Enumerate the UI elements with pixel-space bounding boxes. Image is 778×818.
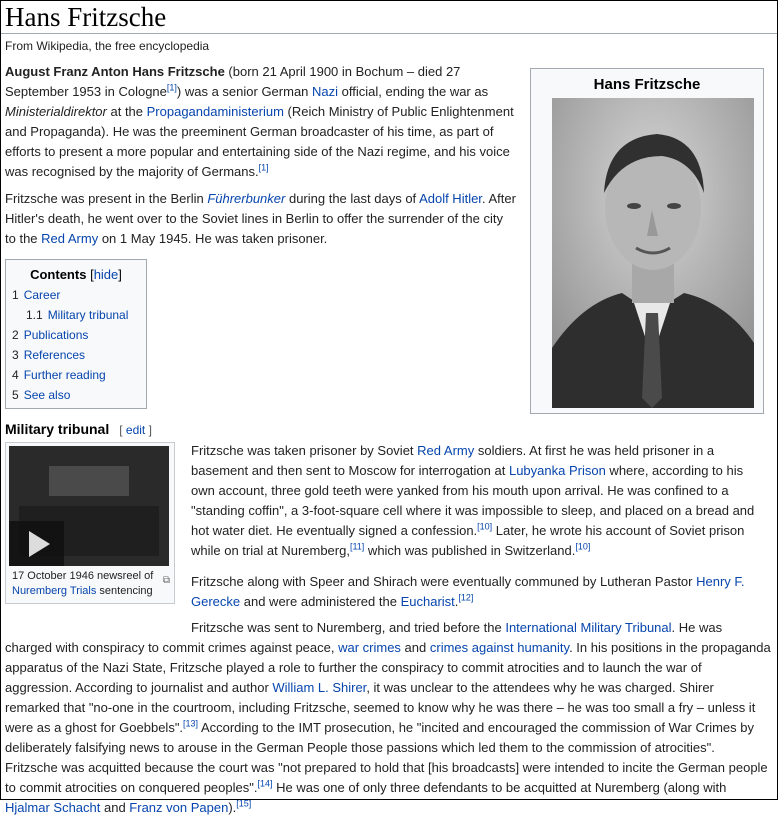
toc-number: 5 — [12, 388, 19, 402]
text-span: Fritzsche was taken prisoner by Soviet — [191, 443, 418, 458]
text-span: during the last days of — [285, 191, 420, 206]
text-span: ) was a senior German — [176, 84, 313, 99]
section-edit-control — [119, 423, 152, 437]
link-nuremberg-trials[interactable]: Nuremberg Trials — [12, 585, 97, 597]
link-red-army[interactable]: Red Army — [417, 443, 475, 458]
link-red-army[interactable]: Red Army — [41, 231, 99, 246]
link-franz-von-papen[interactable]: Franz von Papen — [129, 800, 229, 815]
reference-link[interactable]: [14] — [257, 778, 273, 789]
newsreel-video[interactable] — [9, 446, 169, 566]
link-hjalmar-schacht[interactable]: Hjalmar Schacht — [5, 800, 101, 815]
text-span: . — [454, 594, 459, 609]
reference-link[interactable]: [12] — [458, 592, 474, 603]
section-title: Military tribunal — [5, 421, 110, 437]
toc-item-publications[interactable] — [6, 325, 146, 345]
italic-term: Ministerialdirektor — [5, 104, 107, 119]
toc-number: 1 — [12, 288, 19, 302]
page-title: Hans Fritzsche — [5, 2, 167, 32]
bracket: [ — [90, 267, 94, 282]
title-divider — [1, 33, 777, 34]
text-span: 17 October 1946 newsreel of — [12, 570, 154, 582]
text-span: on 1 May 1945. He was taken prisoner. — [98, 231, 328, 246]
text-span: Fritzsche was sent to Nuremberg, and tried before the — [191, 620, 506, 635]
infobox-title: Hans Fritzsche — [593, 76, 701, 93]
reference-link[interactable]: [10] — [477, 521, 493, 532]
text-span: Fritzsche along with Speer and Shirach were eventually communed by Lutheran Pastor — [191, 574, 697, 589]
tribunal-paragraph-3 — [5, 618, 771, 818]
link-henry-gerecke[interactable]: Henry F. Gerecke — [191, 574, 745, 609]
link-fuhrerbunker[interactable] — [207, 191, 285, 206]
toc-link[interactable]: Career — [23, 288, 61, 302]
toc-hide-button[interactable]: hide — [93, 267, 119, 282]
link-international-military-tribunal[interactable]: International Military Tribunal — [505, 620, 672, 635]
text-span: Fritzsche was present in the Berlin — [5, 191, 208, 206]
toc-item-see-also[interactable] — [6, 385, 146, 405]
toc-link[interactable]: Further reading — [23, 368, 106, 382]
intro-paragraph-1 — [5, 62, 517, 182]
reference-link[interactable]: [1] — [258, 162, 269, 173]
toc-number: 2 — [12, 328, 19, 342]
toc-item-further-reading[interactable] — [6, 365, 146, 385]
text-span: and — [100, 800, 130, 815]
portrait-image[interactable] — [552, 98, 754, 408]
video-thumbnail — [5, 442, 175, 604]
table-of-contents — [5, 259, 147, 409]
toc-item-references[interactable] — [6, 345, 146, 365]
tribunal-paragraph-1 — [191, 441, 769, 561]
text-span: official, ending the war as — [338, 84, 489, 99]
reference-link[interactable]: [11] — [349, 541, 365, 552]
text-span: soldiers. At first he was held prisoner in a basement and then sent to Moscow for interrogation at — [191, 443, 715, 478]
toc-link[interactable]: See also — [23, 388, 71, 402]
text-span: and were administered the — [240, 594, 401, 609]
text-span: . He was charged with conspiracy to commit crimes against peace, — [5, 620, 723, 655]
link-crimes-against-humanity[interactable]: crimes against humanity — [429, 640, 570, 655]
bracket: ] — [145, 423, 152, 437]
link-adolf-hitler[interactable]: Adolf Hitler — [419, 191, 482, 206]
site-tagline: From Wikipedia, the free encyclopedia — [5, 39, 210, 53]
text-span: Later, he wrote his account of Soviet prison while on trial at Nuremberg, — [191, 523, 745, 558]
infobox — [530, 68, 764, 414]
toc-link[interactable]: References — [23, 348, 86, 362]
reference-link[interactable]: [13] — [183, 718, 199, 729]
tribunal-paragraph-2 — [191, 572, 769, 612]
text-span: , it was unclear to the attendees why he was charged. Shirer remarked that "no-one in the courtroom, including Fritzsche, seemed to know why he was there – he was too small a fry – unless it were as a ghost for Goebbels". — [5, 680, 756, 735]
toc-list — [6, 285, 146, 405]
portrait-drawing — [552, 98, 754, 408]
reference-link[interactable]: [1] — [166, 82, 177, 93]
text-span: According to the IMT prosecution, he "incited and encouraged the commission of War Crimes by deliberately falsifying news to arouse in the German People those passions which led them to the commission of atrocities". Fritzsche was acquitted because the court was "not prepared to hold that [his broadcasts] were intended to incite the German people to commit atrocities on conquered peoples". — [5, 720, 768, 795]
toc-hide-control — [90, 267, 122, 282]
link-eucharist[interactable]: Eucharist — [400, 594, 455, 609]
link-william-shirer[interactable]: William L. Shirer — [272, 680, 367, 695]
reference-link[interactable]: [10] — [575, 541, 591, 552]
toc-header — [6, 265, 146, 285]
text-span: where, according to his own account, three gold teeth were yanked from his mouth upon arrival. He was confined to a "standing coffin", a 3-foot-square cell where it was impossible to sleep, and placed on a bread and hot water diet. He eventually signed a confession. — [191, 463, 755, 538]
section-heading-military-tribunal — [5, 419, 185, 440]
section-edit-link[interactable]: edit — [125, 423, 146, 437]
toc-link[interactable]: Military tribunal — [47, 308, 129, 322]
text-span: and — [400, 640, 430, 655]
toc-number: 3 — [12, 348, 19, 362]
subject-full-name: August Franz Anton Hans Fritzsche — [5, 64, 225, 79]
bracket: ] — [118, 267, 122, 282]
video-caption — [12, 569, 170, 599]
text-span: sentencing — [96, 585, 153, 597]
text-span: He was one of only three defendants to be acquitted at Nuremberg (along with — [272, 780, 727, 795]
toc-title: Contents — [30, 267, 87, 282]
enlarge-icon[interactable]: ⧉ — [162, 575, 170, 586]
text-span: . After Hitler's death, he went over to the Soviet lines in Berlin to offer the surrender of the city to the — [5, 191, 516, 246]
reference-link[interactable]: [15] — [236, 798, 252, 809]
text-span: . In his positions in the propaganda apparatus of the Nazi State, Fritzsche played a role to further the conspiracy to commit atrocities and to launch the war of aggression. According to journalist and author — [5, 640, 771, 695]
link-text: Führerbunker — [207, 191, 286, 206]
link-lubyanka-prison[interactable]: Lubyanka Prison — [508, 463, 606, 478]
text-span: ). — [228, 800, 237, 815]
toc-link[interactable]: Publications — [23, 328, 89, 342]
link-propagandaministerium[interactable]: Propagandaministerium — [146, 104, 284, 119]
text-span: which was published in Switzerland. — [364, 543, 576, 558]
text-span: (Reich Ministry of Public Enlightenment and Propaganda). He was the preeminent German broadcaster of his time, as part of efforts to present a more popular and entertaining side of the Nazi regime, and his voice was recognised by the majority of Germans. — [5, 104, 514, 179]
text-span: at the — [106, 104, 147, 119]
intro-paragraph-2 — [5, 189, 517, 249]
toc-item-military-tribunal[interactable] — [6, 305, 146, 325]
video-frame — [9, 446, 169, 566]
text-span: (born 21 April 1900 in Bochum – died 27 September 1953 in Cologne — [5, 64, 461, 99]
link-war-crimes[interactable]: war crimes — [338, 640, 401, 655]
toc-number: 1.1 — [26, 308, 43, 322]
toc-item-career[interactable] — [6, 285, 146, 305]
toc-number: 4 — [12, 368, 19, 382]
link-nazi[interactable]: Nazi — [312, 84, 339, 99]
bracket: [ — [119, 423, 126, 437]
